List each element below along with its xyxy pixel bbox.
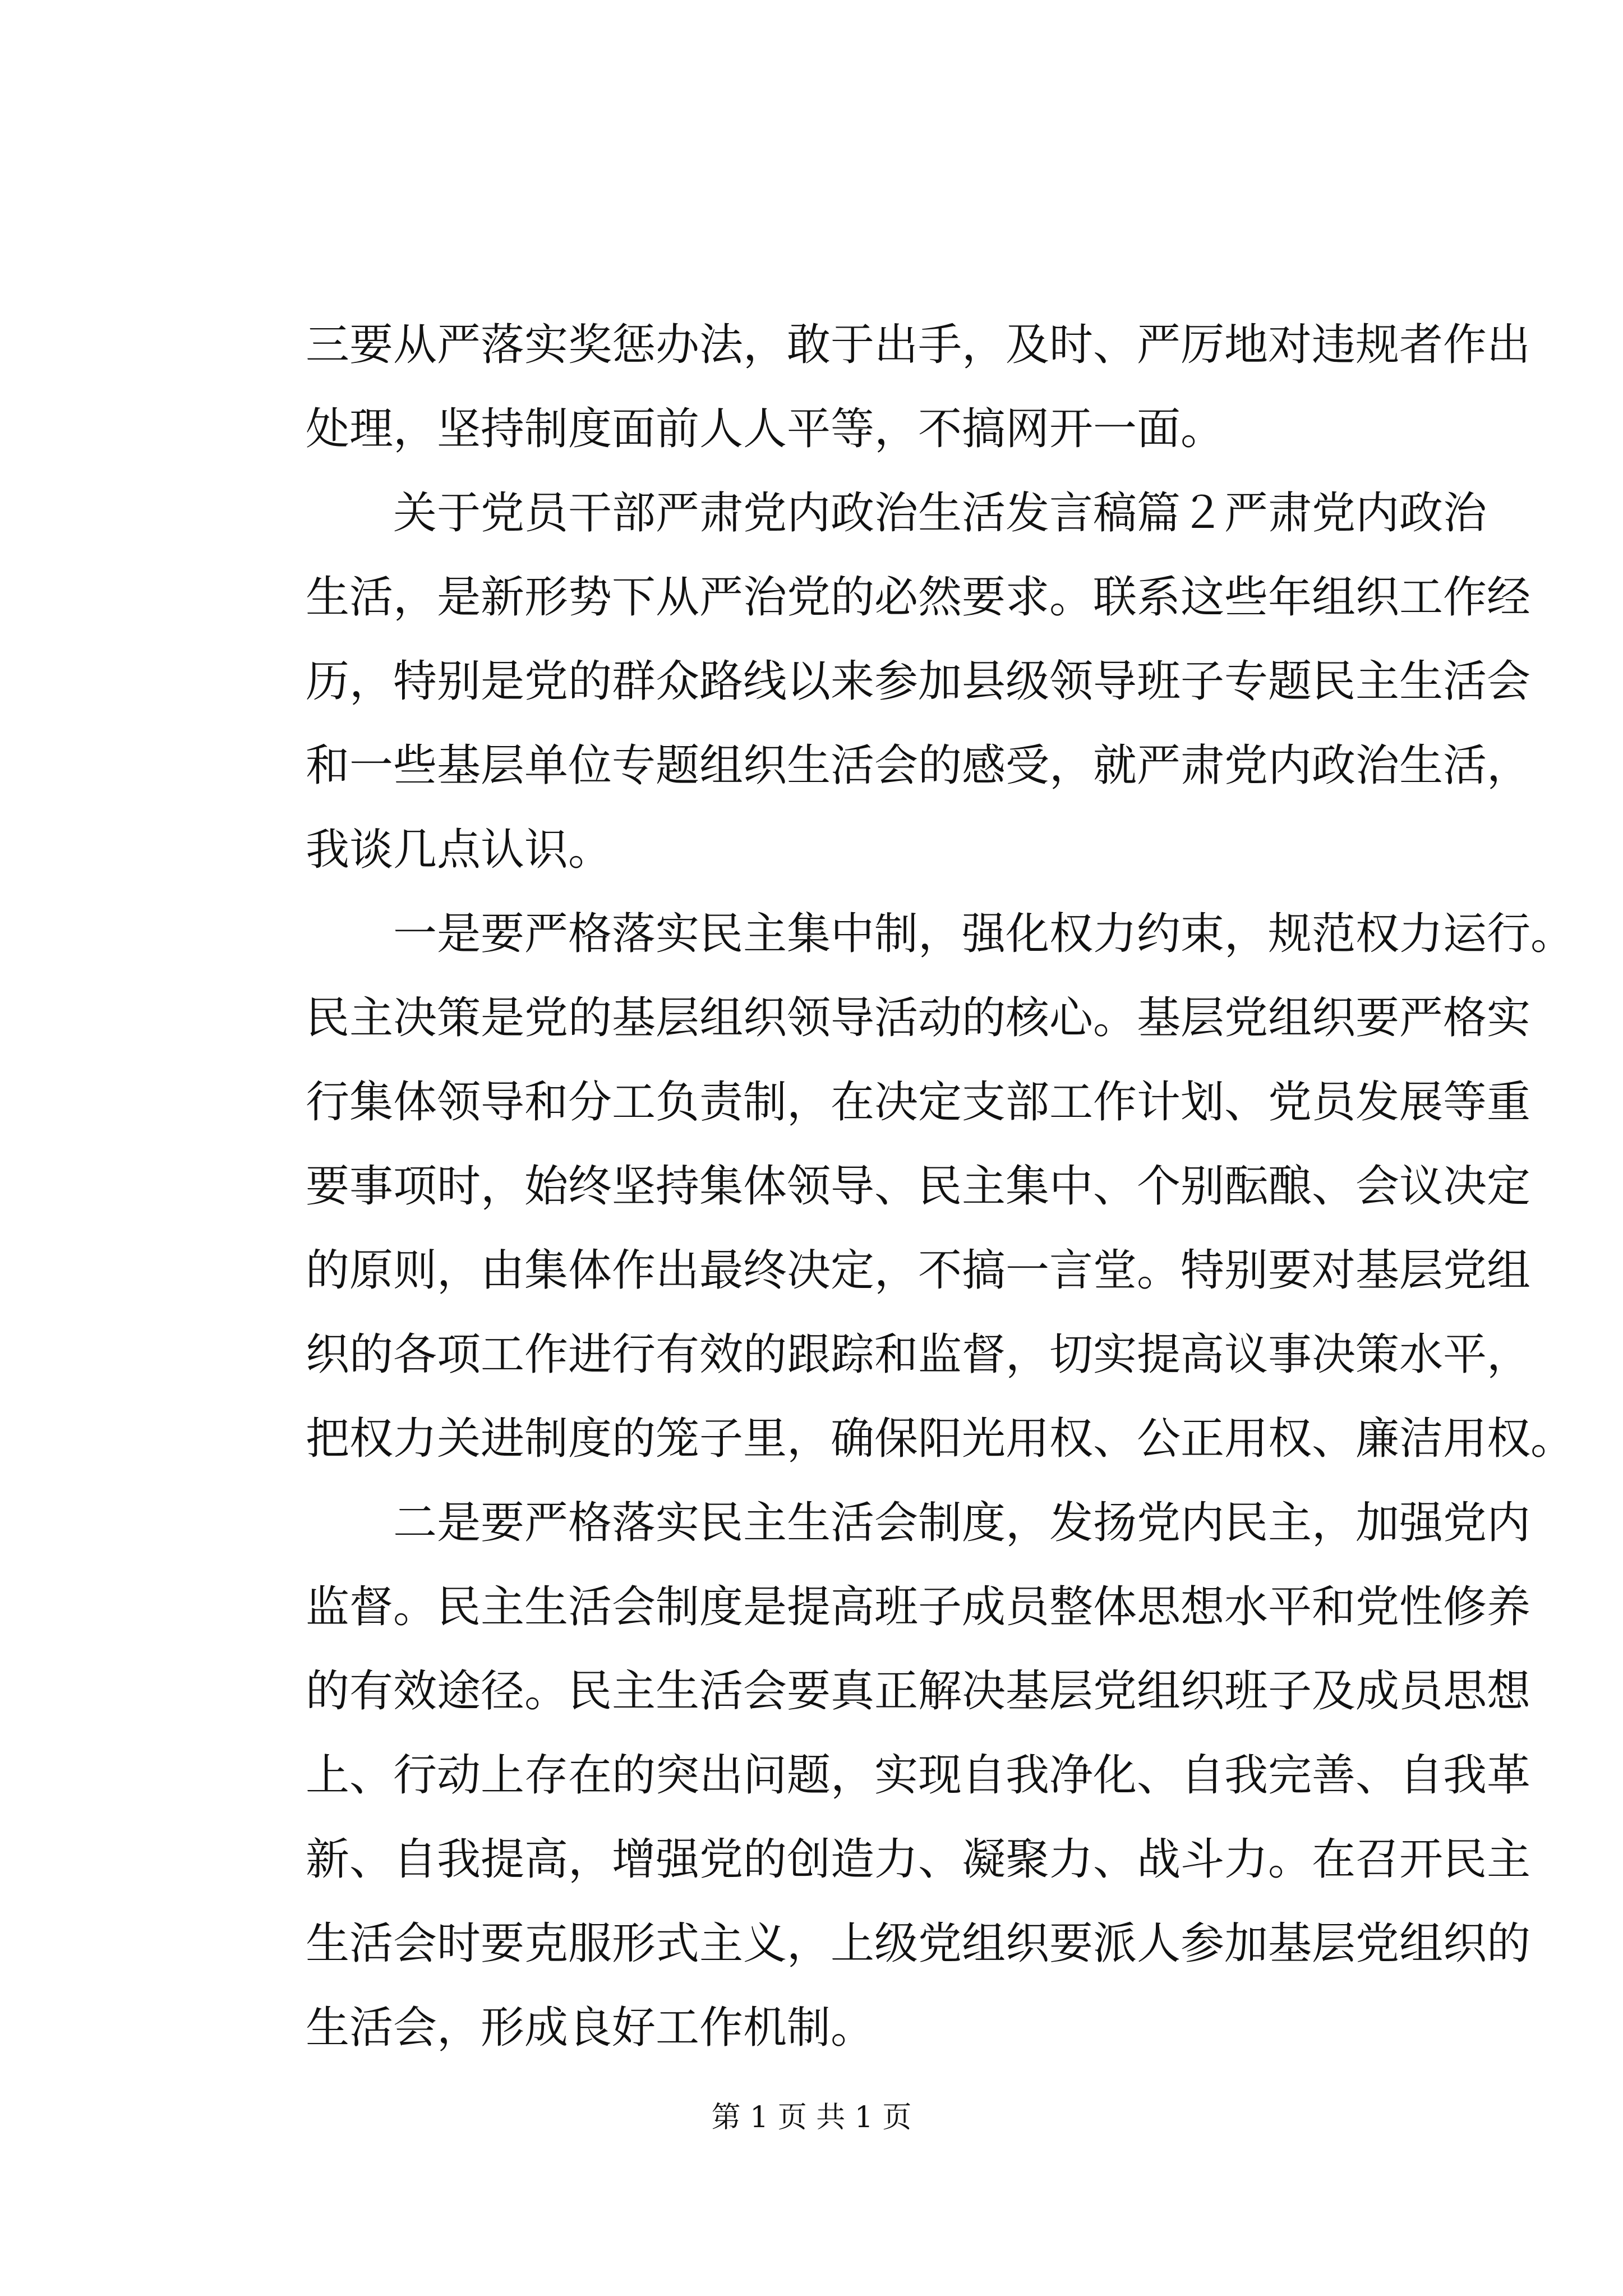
page-footer <box>0 2095 1623 2140</box>
text-line: 历，特别是党的群众路线以来参加县级领导班子专题民主生活会 <box>306 656 1531 707</box>
page-number-label: 第 1 页 共 1 页 <box>711 2101 912 2134</box>
text-line: 二是要严格落实民主生活会制度，发扬党内民主，加强党内 <box>393 1498 1531 1548</box>
text-line: 三要从严落实奖惩办法，敢于出手，及时、严厉地对违规者作出 <box>306 320 1531 370</box>
text-line: 生活会，形成良好工作机制。 <box>306 2003 875 2053</box>
text-line: 处理，坚持制度面前人人平等，不搞网开一面。 <box>306 404 1225 454</box>
text-line: 行集体领导和分工负责制，在决定支部工作计划、党员发展等重 <box>306 1077 1531 1128</box>
text-line: 把权力关进制度的笼子里，确保阳光用权、公正用权、廉洁用权。 <box>306 1414 1575 1464</box>
document-body <box>306 303 1575 2070</box>
text-line: 一是要严格落实民主集中制，强化权力约束，规范权力运行。 <box>393 909 1575 959</box>
text-line: 生活会时要克服形式主义，上级党组织要派人参加基层党组织的 <box>306 1918 1531 1969</box>
text-line: 和一些基层单位专题组织生活会的感受，就严肃党内政治生活， <box>306 740 1531 791</box>
text-line: 的有效途径。民主生活会要真正解决基层党组织班子及成员思想 <box>306 1666 1531 1717</box>
text-line: 要事项时，始终坚持集体领导、民主集中、个别酝酿、会议决定 <box>306 1161 1531 1212</box>
text-line: 织的各项工作进行有效的跟踪和监督，切实提高议事决策水平， <box>306 1329 1531 1380</box>
text-line: 上、行动上存在的突出问题，实现自我净化、自我完善、自我革 <box>306 1750 1531 1801</box>
text-line: 我谈几点认识。 <box>306 825 612 875</box>
text-line: 监督。民主生活会制度是提高班子成员整体思想水平和党性修养 <box>306 1582 1531 1632</box>
text-line: 新、自我提高，增强党的创造力、凝聚力、战斗力。在召开民主 <box>306 1834 1531 1885</box>
text-line: 民主决策是党的基层组织领导活动的核心。基层党组织要严格实 <box>306 993 1531 1043</box>
text-line: 的原则，由集体作出最终决定，不搞一言堂。特别要对基层党组 <box>306 1245 1531 1296</box>
text-line: 生活，是新形势下从严治党的必然要求。联系这些年组织工作经 <box>306 572 1531 623</box>
text-line: 关于党员干部严肃党内政治生活发言稿篇２严肃党内政治 <box>393 488 1487 539</box>
